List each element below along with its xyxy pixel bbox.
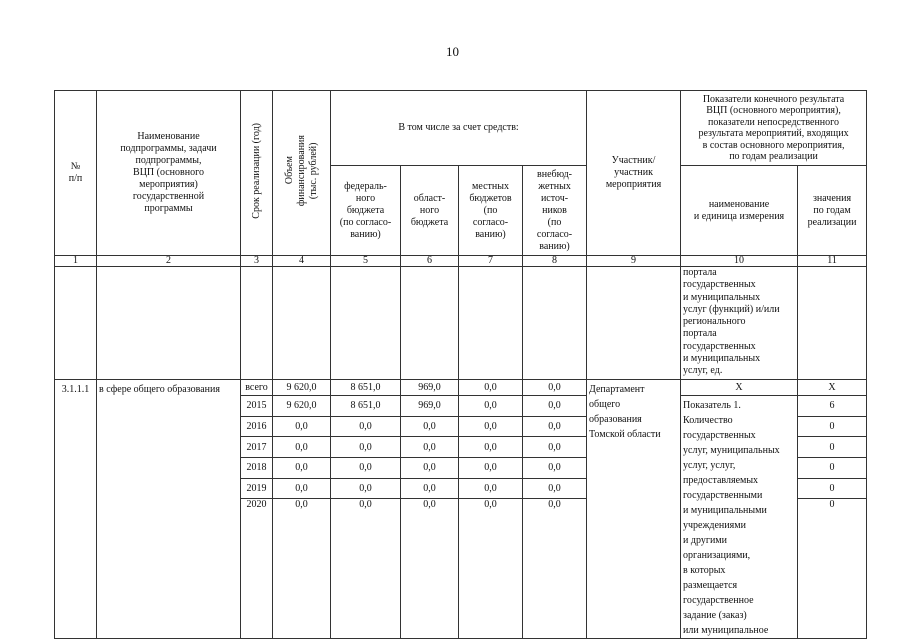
regional-cell: 0,0 [401, 416, 459, 437]
extra-cell: 0,0 [523, 478, 587, 499]
header-group-funds: В том числе за счет средств: [331, 91, 587, 166]
indicator-first: Х [681, 380, 798, 396]
volume-cell: 0,0 [273, 416, 331, 437]
value-first: Х [798, 380, 867, 396]
value-cell: 0 [798, 499, 867, 639]
extra-cell: 0,0 [523, 458, 587, 479]
header-col-local: местных бюджетов (по согласо- ванию) [459, 166, 523, 256]
local-cell: 0,0 [459, 416, 523, 437]
empty-cell [241, 267, 273, 380]
indicator-text: Показатель 1. Количество государственных услуг, муниципальных услуг, услуг, предоставляемых государственными и муниципальными учреждениями и другими организациями, в которых размещается государственное задание (заказ) или муниципальное [681, 396, 798, 639]
volume-cell: 9 620,0 [273, 396, 331, 417]
header-col-federal: федераль- ного бюджета (по согласо- ванию) [331, 166, 401, 256]
page-number: 10 [446, 44, 459, 59]
local-cell: 0,0 [459, 458, 523, 479]
continuation-row [55, 267, 867, 380]
local-cell: 0,0 [459, 499, 523, 639]
empty-cell [459, 267, 523, 380]
regional-cell: 0,0 [401, 478, 459, 499]
local-cell: 0,0 [459, 380, 523, 396]
col-number: 4 [273, 256, 331, 267]
year-cell: всего [241, 380, 273, 396]
header-col-num: № п/п [55, 91, 97, 256]
regional-cell: 0,0 [401, 458, 459, 479]
financing-table [54, 90, 867, 639]
empty-cell [331, 267, 401, 380]
year-cell: 2017 [241, 437, 273, 458]
year-cell: 2018 [241, 458, 273, 479]
value-cell: 0 [798, 416, 867, 437]
header-col-name: Наименование подпрограммы, задачи подпрограммы, ВЦП (основного мероприятия) государственной программы [97, 91, 241, 256]
header-col-regional: област- ного бюджета [401, 166, 459, 256]
column-number-row [55, 256, 867, 267]
volume-cell: 0,0 [273, 437, 331, 458]
col-number: 7 [459, 256, 523, 267]
col-number: 1 [55, 256, 97, 267]
federal-cell: 0,0 [331, 437, 401, 458]
participant-cell: Департамент общего образования Томской области [587, 380, 681, 639]
year-cell: 2020 [241, 499, 273, 639]
extra-cell: 0,0 [523, 380, 587, 396]
federal-cell: 0,0 [331, 458, 401, 479]
header-col-volume-text: Объем финансирования (тыс. рублей) [283, 135, 319, 207]
col-number: 8 [523, 256, 587, 267]
regional-cell: 0,0 [401, 499, 459, 639]
local-cell: 0,0 [459, 396, 523, 417]
regional-cell: 969,0 [401, 380, 459, 396]
extra-cell: 0,0 [523, 499, 587, 639]
col-number: 9 [587, 256, 681, 267]
empty-cell [523, 267, 587, 380]
year-cell: 2019 [241, 478, 273, 499]
section-name: в сфере общего образования [97, 380, 241, 639]
federal-cell: 8 651,0 [331, 396, 401, 417]
table-row [55, 380, 867, 396]
value-cell: 0 [798, 437, 867, 458]
header-col-volume [273, 91, 331, 256]
value-cell: 0 [798, 458, 867, 479]
extra-cell: 0,0 [523, 437, 587, 458]
federal-cell: 0,0 [331, 416, 401, 437]
col-number: 3 [241, 256, 273, 267]
empty-cell [273, 267, 331, 380]
section-code: 3.1.1.1 [55, 380, 97, 639]
header-col-ind-values: значения по годам реализации [798, 166, 867, 256]
header-group-indicators: Показатели конечного результата ВЦП (основного мероприятия), показатели непосредственного результата мероприятий, входящих в состав основного мероприятия, по годам реализации [681, 91, 867, 166]
col-number: 2 [97, 256, 241, 267]
header-col-ind-name: наименование и единица измерения [681, 166, 798, 256]
header-col-participant: Участник/ участник мероприятия [587, 91, 681, 256]
local-cell: 0,0 [459, 478, 523, 499]
empty-cell [55, 267, 97, 380]
extra-cell: 0,0 [523, 396, 587, 417]
col-number: 10 [681, 256, 798, 267]
volume-cell: 0,0 [273, 478, 331, 499]
volume-cell: 0,0 [273, 458, 331, 479]
value-cell: 6 [798, 396, 867, 417]
federal-cell: 0,0 [331, 499, 401, 639]
col-number: 5 [331, 256, 401, 267]
empty-cell [401, 267, 459, 380]
value-cell: 0 [798, 478, 867, 499]
header-col-extra: внебюд- жетных источ- ников (по согласо- ванию) [523, 166, 587, 256]
header-col-term [241, 91, 273, 256]
extra-cell: 0,0 [523, 416, 587, 437]
local-cell: 0,0 [459, 437, 523, 458]
empty-cell [798, 267, 867, 380]
col-number: 11 [798, 256, 867, 267]
year-cell: 2016 [241, 416, 273, 437]
year-cell: 2015 [241, 396, 273, 417]
continuation-indicator-text: портала государственных и муниципальных услуг (функций) и/или регионального портала государственных и муниципальных услуг, ед. [681, 267, 798, 380]
volume-cell: 9 620,0 [273, 380, 331, 396]
empty-cell [587, 267, 681, 380]
federal-cell: 0,0 [331, 478, 401, 499]
federal-cell: 8 651,0 [331, 380, 401, 396]
header-row-1 [55, 91, 867, 166]
col-number: 6 [401, 256, 459, 267]
regional-cell: 0,0 [401, 437, 459, 458]
empty-cell [97, 267, 241, 380]
volume-cell: 0,0 [273, 499, 331, 639]
header-col-term-text: Срок реализации (год) [250, 123, 262, 219]
regional-cell: 969,0 [401, 396, 459, 417]
